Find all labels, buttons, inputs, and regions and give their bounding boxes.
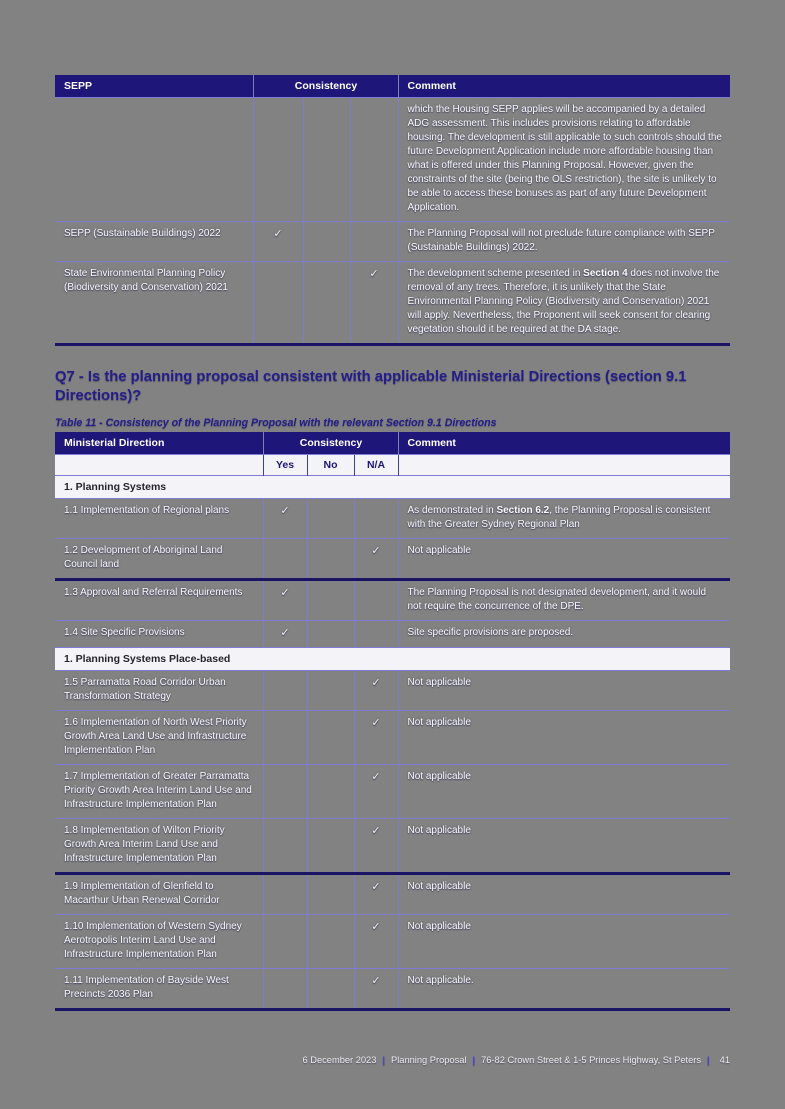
- table-row: [55, 969, 730, 1010]
- table-row: [55, 539, 730, 580]
- comment-text: , the Planning Proposal is consistent with the Greater Sydney Regional Plan: [407, 505, 711, 530]
- direction-cell: 1.2 Development of Aboriginal Land Council land: [55, 539, 263, 580]
- no-cell: [307, 819, 354, 874]
- empty-cell: [398, 455, 730, 476]
- footer-separator: |: [382, 1055, 386, 1065]
- empty-cell: [55, 455, 263, 476]
- yes-cell: [263, 915, 307, 969]
- na-cell: [354, 580, 398, 621]
- table-row: [55, 915, 730, 969]
- na-cell: [354, 874, 398, 915]
- sepp-name-cell: SEPP (Sustainable Buildings) 2022: [55, 222, 253, 262]
- comment-bold-text: Section 4: [583, 268, 628, 279]
- direction-cell: 1.6 Implementation of North West Priority Growth Area Land Use and Infrastructure Implementation Plan: [55, 711, 263, 765]
- direction-cell: 1.10 Implementation of Western Sydney Aerotropolis Interim Land Use and Infrastructure Implementation Plan: [55, 915, 263, 969]
- comment-header-cell: Comment: [398, 75, 730, 98]
- comment-cell: [398, 499, 730, 539]
- na-cell: [354, 819, 398, 874]
- table-row: [55, 621, 730, 648]
- comment-text: As demonstrated in: [407, 505, 497, 516]
- comment-cell: [398, 262, 730, 345]
- no-cell: [307, 969, 354, 1010]
- table-row: [55, 98, 730, 222]
- yes-cell: [263, 969, 307, 1010]
- no-cell: [307, 711, 354, 765]
- no-cell: [307, 621, 354, 648]
- comment-header-cell: Comment: [398, 432, 730, 455]
- footer-page-number: 41: [719, 1055, 730, 1065]
- checkmark-icon: ✓: [371, 771, 381, 783]
- na-subheader: N/A: [354, 455, 398, 476]
- comment-bold-text: Section 6.2: [496, 505, 550, 516]
- yes-cell: [263, 711, 307, 765]
- direction-cell: 1.7 Implementation of Greater Parramatta Priority Growth Area Interim Land Use and Infrastructure Implementation Plan: [55, 765, 263, 819]
- direction-header-cell: Ministerial Direction: [55, 432, 263, 455]
- comment-cell: Not applicable: [398, 711, 730, 765]
- checkmark-icon: ✓: [371, 677, 381, 689]
- no-cell: [303, 98, 350, 222]
- footer-document-title: Planning Proposal: [391, 1055, 467, 1065]
- checkmark-icon: ✓: [280, 505, 290, 517]
- section-label: 1. Planning Systems: [55, 476, 730, 499]
- checkmark-icon: ✓: [280, 627, 290, 639]
- yes-cell: [253, 98, 303, 222]
- table-row: [55, 874, 730, 915]
- comment-cell: Not applicable: [398, 819, 730, 874]
- section-row: [55, 476, 730, 499]
- na-cell: [354, 969, 398, 1010]
- direction-cell: 1.11 Implementation of Bayside West Precincts 2036 Plan: [55, 969, 263, 1010]
- checkmark-icon: ✓: [371, 545, 381, 557]
- consistency-header-cell: Consistency: [253, 75, 398, 98]
- direction-cell: 1.5 Parramatta Road Corridor Urban Transformation Strategy: [55, 671, 263, 711]
- table-row: [55, 711, 730, 765]
- comment-text: The development scheme presented in: [407, 268, 584, 279]
- na-cell: [350, 262, 398, 345]
- na-cell: [354, 671, 398, 711]
- yes-cell: [263, 671, 307, 711]
- comment-cell: Not applicable: [398, 765, 730, 819]
- footer-address: 76-82 Crown Street & 1-5 Princes Highway, St Peters: [481, 1055, 702, 1065]
- comment-cell: The Planning Proposal is not designated development, and it would not require the concurrence of the DPE.: [398, 580, 730, 621]
- checkmark-icon: ✓: [280, 587, 290, 599]
- section-row: [55, 648, 730, 671]
- table-row: [55, 262, 730, 345]
- na-cell: [354, 499, 398, 539]
- no-cell: [307, 580, 354, 621]
- ministerial-directions-table: [55, 432, 730, 1011]
- yes-subheader: Yes: [263, 455, 307, 476]
- yes-cell: [263, 539, 307, 580]
- direction-cell: 1.1 Implementation of Regional plans: [55, 499, 263, 539]
- no-cell: [307, 874, 354, 915]
- checkmark-icon: ✓: [273, 228, 283, 240]
- comment-cell: Not applicable: [398, 874, 730, 915]
- footer-date: 6 December 2023: [302, 1055, 377, 1065]
- table-row: [55, 499, 730, 539]
- footer-separator: |: [472, 1055, 476, 1065]
- table-row: [55, 671, 730, 711]
- consistency-subheader-row: [55, 455, 730, 476]
- sepp-name-cell: [55, 98, 253, 222]
- checkmark-icon: ✓: [371, 975, 381, 987]
- yes-cell: [253, 262, 303, 345]
- comment-cell: Not applicable: [398, 539, 730, 580]
- no-cell: [303, 262, 350, 345]
- yes-cell: [263, 765, 307, 819]
- no-cell: [307, 671, 354, 711]
- checkmark-icon: ✓: [371, 825, 381, 837]
- sepp-table-header-row: [55, 75, 730, 98]
- comment-cell: Not applicable.: [398, 969, 730, 1010]
- consistency-header-cell: Consistency: [263, 432, 398, 455]
- table-row: [55, 580, 730, 621]
- yes-cell: [263, 874, 307, 915]
- question-heading: Q7 - Is the planning proposal consistent with applicable Ministerial Directions (section 9.1 Directions)?: [55, 369, 687, 404]
- na-cell: [354, 539, 398, 580]
- direction-cell: 1.3 Approval and Referral Requirements: [55, 580, 263, 621]
- page-footer: [55, 1055, 730, 1065]
- page-content: [55, 75, 730, 1011]
- directions-table-header-row: [55, 432, 730, 455]
- checkmark-icon: ✓: [371, 717, 381, 729]
- na-cell: [350, 222, 398, 262]
- comment-cell: Site specific provisions are proposed.: [398, 621, 730, 648]
- table-row: [55, 765, 730, 819]
- na-cell: [354, 915, 398, 969]
- sepp-header-cell: SEPP: [55, 75, 253, 98]
- checkmark-icon: ✓: [371, 921, 381, 933]
- checkmark-icon: ✓: [371, 881, 381, 893]
- checkmark-icon: ✓: [369, 268, 379, 280]
- no-cell: [307, 539, 354, 580]
- direction-cell: 1.8 Implementation of Wilton Priority Growth Area Interim Land Use and Infrastructure Implementation Plan: [55, 819, 263, 874]
- footer-separator: |: [707, 1055, 710, 1065]
- no-cell: [307, 765, 354, 819]
- na-cell: [350, 98, 398, 222]
- no-cell: [307, 915, 354, 969]
- yes-cell: [263, 819, 307, 874]
- comment-cell: which the Housing SEPP applies will be accompanied by a detailed ADG assessment. This includes provisions relating to affordable housing. The development is still applicable to such controls should the future Development Application include more affordable housing than what is offered under this Planning Proposal. However, given the constraints of the site (being the OLS restriction), the site is unlikely to be able to access these bonuses as part of any future Development Application.: [398, 98, 730, 222]
- yes-cell: [263, 499, 307, 539]
- comment-cell: The Planning Proposal will not preclude future compliance with SEPP (Sustainable Buildings) 2022.: [398, 222, 730, 262]
- comment-cell: Not applicable: [398, 671, 730, 711]
- no-subheader: No: [307, 455, 354, 476]
- na-cell: [354, 621, 398, 648]
- yes-cell: [263, 580, 307, 621]
- na-cell: [354, 765, 398, 819]
- yes-cell: [263, 621, 307, 648]
- section-label: 1. Planning Systems Place-based: [55, 648, 730, 671]
- na-cell: [354, 711, 398, 765]
- table-caption: Table 11 - Consistency of the Planning Proposal with the relevant Section 9.1 Directions: [55, 417, 497, 429]
- direction-cell: 1.4 Site Specific Provisions: [55, 621, 263, 648]
- table-row: [55, 819, 730, 874]
- comment-cell: Not applicable: [398, 915, 730, 969]
- direction-cell: 1.9 Implementation of Glenfield to Macarthur Urban Renewal Corridor: [55, 874, 263, 915]
- table-row: [55, 222, 730, 262]
- no-cell: [307, 499, 354, 539]
- no-cell: [303, 222, 350, 262]
- yes-cell: [253, 222, 303, 262]
- sepp-name-cell: State Environmental Planning Policy (Biodiversity and Conservation) 2021: [55, 262, 253, 345]
- sepp-consistency-table: [55, 75, 730, 346]
- comment-text: does not involve the removal of any trees. Therefore, it is unlikely that the State Environmental Planning Policy (Biodiversity and Conservation) 2021 will apply. Nevertheless, the Proponent will seek consent for clearing vegetation should it be required at the DA stage.: [407, 268, 720, 335]
